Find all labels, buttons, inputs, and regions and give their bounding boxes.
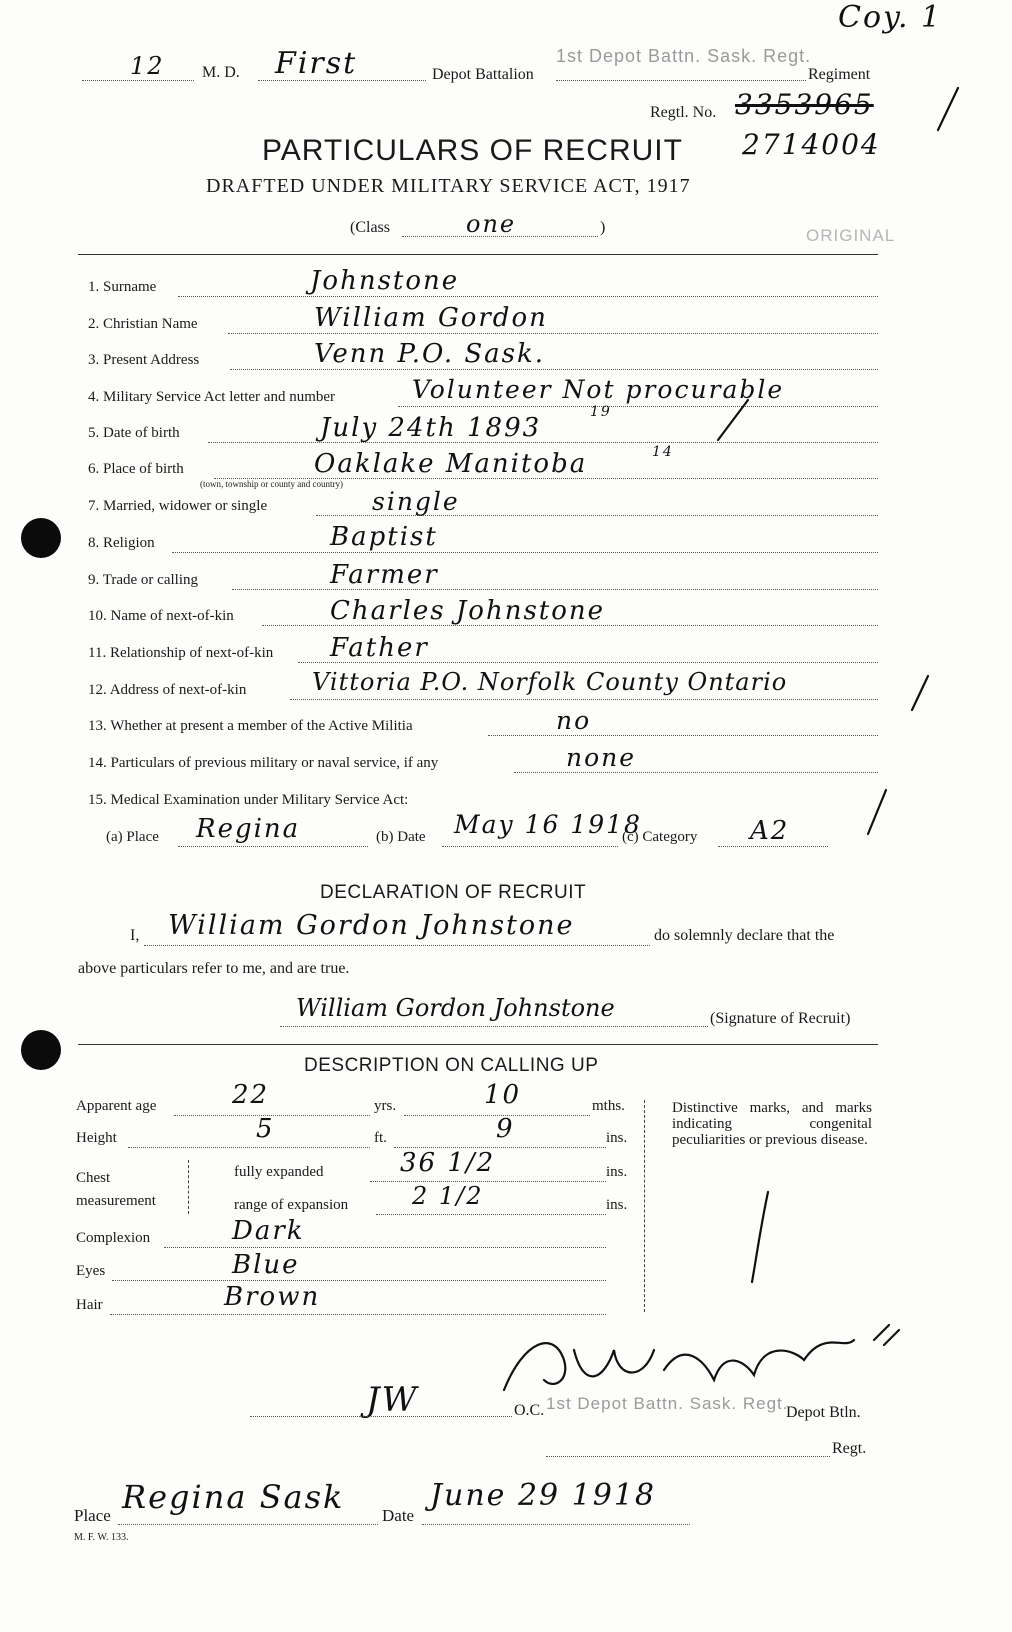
footer-place-line	[118, 1524, 378, 1525]
surname-value: Johnstone	[310, 266, 460, 296]
oc-label: O.C.	[514, 1402, 545, 1419]
msa-tick-mark	[718, 400, 748, 440]
birth-place-value: Oaklake Manitoba	[314, 449, 588, 479]
regtl-tick-mark	[938, 88, 958, 130]
corner-note: Coy. 1	[838, 0, 943, 35]
row-label: Particulars of previous military or naval service, if any	[110, 755, 439, 771]
row-num: 11.	[88, 645, 107, 661]
original-stamp: ORIGINAL	[806, 226, 896, 245]
oc-line	[250, 1416, 512, 1417]
regiment-label: Regiment	[808, 66, 871, 83]
medical-tick-mark	[868, 790, 886, 834]
prior-service-value: none	[566, 743, 637, 772]
class-value: one	[466, 210, 517, 238]
footer-date-line	[422, 1524, 690, 1525]
kin-address-value: Vittoria P.O. Norfolk County Ontario	[312, 668, 788, 696]
regt-line	[546, 1456, 830, 1457]
row-num: 8.	[88, 535, 100, 551]
marks-stroke	[752, 1192, 768, 1282]
oc-signature	[494, 1320, 914, 1400]
md-number: 12	[130, 52, 165, 80]
row-label: Military Service Act letter and number	[103, 389, 336, 405]
hair-label: Hair	[76, 1297, 103, 1313]
declaration-line-2: above particulars refer to me, and are true.	[78, 960, 350, 977]
age-months-value: 10	[484, 1080, 522, 1110]
complexion-label: Complexion	[76, 1230, 151, 1246]
msa-value: Volunteer Not procurable	[412, 375, 785, 404]
trade-value: Farmer	[330, 560, 439, 590]
regtl-no-label: Regtl. No.	[650, 104, 717, 121]
complexion-value: Dark	[232, 1216, 305, 1246]
row-label: Married, widower or single	[103, 498, 268, 514]
medical-date-label: (b) Date	[376, 829, 426, 845]
form-code: M. F. W. 133.	[74, 1532, 129, 1543]
footer-place-value: Regina Sask	[122, 1478, 345, 1516]
row-label: Whether at present a member of the Active Militia	[110, 718, 413, 734]
medical-place-value: Regina	[196, 814, 301, 844]
row-label: Date of birth	[103, 425, 180, 441]
regiment-stamp: 1st Depot Battn. Sask. Regt.	[556, 46, 812, 66]
ft-label: ft.	[374, 1130, 387, 1146]
birth-place-note: 14	[652, 444, 674, 460]
hair-value: Brown	[224, 1282, 321, 1312]
range-label: range of expansion	[234, 1197, 349, 1213]
row-num: 14.	[88, 755, 107, 771]
height-ins-label: ins.	[606, 1130, 628, 1146]
depot-label: Depot Battalion	[432, 66, 534, 83]
medical-date-value: May 16 1918	[454, 810, 642, 839]
declaration-prefix: I,	[130, 927, 140, 944]
class-label: (Class	[350, 219, 390, 236]
row-label: Address of next-of-kin	[109, 682, 247, 698]
footer-date-label: Date	[382, 1506, 415, 1525]
yrs-label: yrs.	[374, 1098, 397, 1114]
birth-year-note: 19	[590, 404, 612, 420]
row-num: 7.	[88, 498, 100, 514]
page-title: PARTICULARS OF RECRUIT	[262, 134, 683, 167]
row-num: 6.	[88, 461, 100, 477]
age-years-value: 22	[232, 1080, 270, 1110]
oc-stamp: 1st Depot Battn. Sask. Regt.	[546, 1394, 789, 1413]
row-num: 2.	[88, 316, 100, 332]
row-num: 5.	[88, 425, 100, 441]
address-tick-mark	[912, 676, 928, 710]
row-num: 10.	[88, 608, 107, 624]
row-num: 9.	[88, 572, 100, 588]
next-of-kin-value: Charles Johnstone	[330, 596, 606, 626]
medical-label: 15. Medical Examination under Military Service Act:	[88, 792, 409, 808]
christian-name-value: William Gordon	[314, 303, 548, 333]
eyes-value: Blue	[232, 1250, 300, 1280]
birth-place-hint: (town, township or county and country)	[200, 479, 343, 489]
row-label: Religion	[103, 535, 155, 551]
row-num: 3.	[88, 352, 100, 368]
class-close: )	[600, 219, 606, 236]
row-num: 12.	[88, 682, 107, 698]
row-label: Relationship of next-of-kin	[109, 645, 274, 661]
declaration-suffix: do solemnly declare that the	[654, 927, 835, 944]
declaration-heading: DECLARATION OF RECRUIT	[320, 882, 587, 903]
row-label: Surname	[103, 279, 157, 295]
chest-label-1: Chest	[76, 1170, 111, 1186]
row-num: 13.	[88, 718, 107, 734]
range-value: 2 1/2	[412, 1182, 484, 1210]
page-subtitle: DRAFTED UNDER MILITARY SERVICE ACT, 1917	[206, 175, 691, 197]
description-heading: DESCRIPTION ON CALLING UP	[304, 1055, 599, 1076]
declaration-name: William Gordon Johnstone	[168, 910, 575, 941]
expanded-label: fully expanded	[234, 1164, 324, 1180]
row-label: Name of next-of-kin	[110, 608, 234, 624]
oc-initials: JW	[366, 1380, 419, 1420]
medical-place-label: (a) Place	[106, 829, 159, 845]
expanded-value: 36 1/2	[400, 1148, 496, 1178]
marks-note: Distinctive marks, and marks indicating congenital peculiarities or previous disease.	[672, 1100, 872, 1148]
depot-value: First	[275, 46, 358, 81]
row-num: 1.	[88, 279, 100, 295]
regt-label: Regt.	[832, 1440, 867, 1457]
militia-value: no	[556, 706, 592, 735]
regtl-no-struck: 3353965	[735, 88, 874, 121]
relationship-value: Father	[330, 633, 429, 663]
height-in-value: 9	[496, 1114, 515, 1144]
btln-label: Depot Btln.	[786, 1404, 861, 1421]
medical-category-value: A2	[750, 816, 790, 846]
birth-date-value: July 24th 1893	[320, 413, 542, 443]
address-value: Venn P.O. Sask.	[314, 339, 546, 369]
row-label: Place of birth	[103, 461, 184, 477]
signature-label: (Signature of Recruit)	[710, 1010, 851, 1027]
range-ins-label: ins.	[606, 1197, 628, 1213]
medical-category-label: (c) Category	[622, 829, 698, 845]
row-label: Present Address	[103, 352, 200, 368]
age-label: Apparent age	[76, 1098, 157, 1114]
marital-value: single	[372, 487, 460, 516]
religion-value: Baptist	[330, 522, 438, 552]
eyes-label: Eyes	[76, 1263, 106, 1279]
footer-place-label: Place	[74, 1506, 111, 1525]
footer-date-value: June 29 1918	[430, 1478, 657, 1513]
md-label: M. D.	[202, 64, 240, 81]
recruit-signature: William Gordon Johnstone	[296, 994, 615, 1022]
row-num: 4.	[88, 389, 100, 405]
chest-label-2: measurement	[76, 1193, 156, 1209]
expanded-ins-label: ins.	[606, 1164, 628, 1180]
row-label: Christian Name	[103, 316, 198, 332]
mths-label: mths.	[592, 1098, 625, 1114]
height-ft-value: 5	[256, 1114, 275, 1144]
row-label: Trade or calling	[102, 572, 198, 588]
height-label: Height	[76, 1130, 117, 1146]
regtl-no-new: 2714004	[742, 128, 881, 161]
